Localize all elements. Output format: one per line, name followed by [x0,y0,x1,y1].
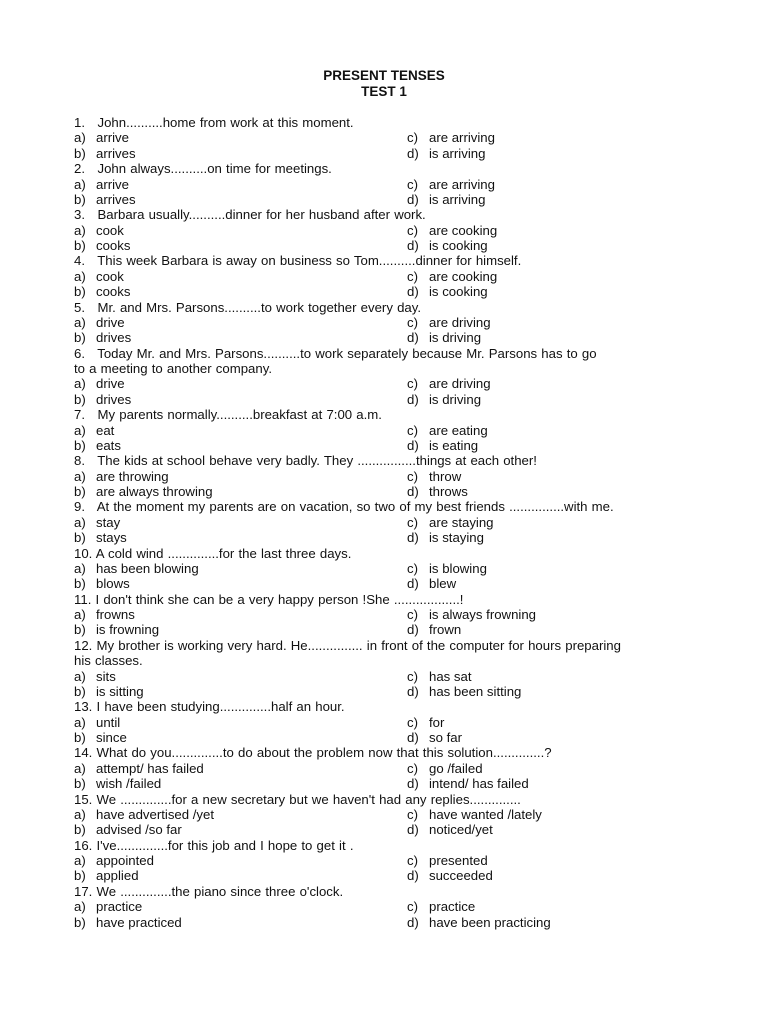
option-text: is always frowning [429,607,537,622]
option-row [74,776,694,791]
option-text: have been practicing [429,914,551,930]
option-letter: b) [74,145,86,161]
option-text: is arriving [429,145,486,161]
answer-option [407,223,497,238]
question-text: 9. At the moment my parents are on vacation, so two of my best friends ...............with me. [74,499,614,515]
answer-option [74,238,130,253]
answer-option [407,530,484,545]
option-letter: b) [74,284,86,300]
question-item [74,161,694,207]
option-letter: a) [74,607,86,622]
option-letter: c) [407,668,418,684]
option-row [74,269,694,284]
answer-option [74,223,124,238]
answer-option [74,715,120,730]
option-letter: c) [407,760,418,776]
option-letter: d) [407,330,419,346]
option-letter: a) [74,560,86,576]
answer-option [74,530,127,545]
option-text: are driving [429,376,491,392]
answer-option [74,622,159,637]
option-letter: b) [74,868,86,884]
option-text: appointed [96,853,154,868]
option-letter: d) [407,730,419,745]
option-row [74,576,694,591]
option-text: cook [96,268,124,284]
question-text: 14. What do you..............to do about the problem now that this solution..............? [74,745,552,761]
option-letter: a) [74,714,86,730]
option-text: is sitting [96,683,144,699]
answer-option [74,330,131,345]
option-letter: d) [407,530,419,546]
option-letter: a) [74,376,86,392]
option-text: throw [429,468,462,484]
question-text: 3. Barbara usually..........dinner for her husband after work. [74,207,426,223]
answer-option [407,438,478,453]
answer-option [74,669,116,684]
answer-option [407,484,468,499]
option-letter: d) [407,868,419,884]
option-letter: b) [74,330,86,346]
question-text: 5. Mr. and Mrs. Parsons..........to work together every day. [74,299,422,315]
answer-option [74,576,130,591]
answer-option [74,868,139,883]
option-letter: c) [407,714,418,730]
question-text: 17. We ..............the piano since three o'clock. [74,883,344,899]
option-letter: a) [74,668,86,684]
option-text: has been sitting [429,683,522,699]
answer-option [407,853,488,868]
option-letter: c) [407,422,418,438]
answer-option [407,715,444,730]
option-text: arrive [96,176,129,192]
option-text: are eating [429,422,488,438]
option-letter: a) [74,760,86,776]
answer-option [74,315,125,330]
question-text: 16. I've..............for this job and I hope to get it . [74,837,354,853]
option-text: is frowning [96,622,160,638]
question-text: 8. The kids at school behave very badly. They ................things at each other! [74,453,537,469]
option-row [74,669,694,684]
option-row [74,438,694,453]
option-letter: a) [74,268,86,284]
option-row [74,238,694,253]
answer-option [74,269,124,284]
option-row [74,192,694,207]
answer-option [74,730,127,745]
answer-option [407,177,495,192]
option-row [74,223,694,238]
question-item [74,592,694,638]
option-letter: c) [407,806,418,822]
answer-option [407,238,488,253]
question-text: 10. A cold wind ..............for the last three days. [74,545,352,561]
option-text: practice [429,899,476,915]
answer-option [74,423,114,438]
option-text: blows [96,576,130,592]
option-text: stays [96,530,127,546]
option-text: have practiced [96,914,182,930]
answer-option [407,146,485,161]
option-text: arrive [96,130,129,146]
answer-option [74,915,182,930]
question-item [74,115,694,161]
option-letter: d) [407,822,419,838]
answer-option [74,130,129,145]
option-row [74,376,694,391]
option-row [74,177,694,192]
option-row [74,130,694,145]
answer-option [74,607,135,622]
option-text: blew [429,576,457,592]
option-letter: c) [407,607,418,622]
question-text: 12. My brother is working very hard. He............... in front of the computer for hours preparing his classes. [74,637,621,669]
option-text: frown [429,622,462,638]
option-letter: b) [74,484,86,499]
option-text: presented [429,853,488,868]
question-text: 1. John..........home from work at this moment. [74,115,354,130]
answer-option [407,130,495,145]
answer-option [74,899,142,914]
answer-option [74,822,182,837]
option-letter: c) [407,176,418,192]
option-letter: a) [74,176,86,192]
option-letter: b) [74,622,86,638]
question-text: 11. I don't think she can be a very happy person !She ..................! [74,591,464,607]
answer-option [74,469,169,484]
option-row [74,853,694,868]
question-text: 4. This week Barbara is away on business so Tom..........dinner for himself. [74,253,522,269]
option-letter: c) [407,222,418,238]
answer-option [74,392,131,407]
option-row [74,807,694,822]
option-letter: d) [407,776,419,792]
answer-option [407,284,488,299]
option-letter: b) [74,238,86,253]
option-text: are staying [429,514,494,530]
option-row [74,622,694,637]
option-text: practice [96,899,143,915]
question-text: 2. John always..........on time for meetings. [74,161,332,177]
option-text: is arriving [429,191,486,207]
option-text: since [96,730,127,745]
question-item [74,207,694,253]
answer-option [74,684,144,699]
option-letter: c) [407,376,418,392]
option-row [74,822,694,837]
question-item [74,884,694,930]
answer-option [407,269,497,284]
option-letter: d) [407,145,419,161]
option-letter: a) [74,514,86,530]
option-row [74,392,694,407]
answer-option [407,607,536,622]
question-list [74,115,694,930]
option-text: eats [96,437,121,453]
option-text: are driving [429,314,491,330]
answer-option [74,284,130,299]
option-letter: c) [407,314,418,330]
option-text: so far [429,730,462,745]
question-item [74,253,694,299]
option-letter: c) [407,853,418,868]
answer-option [407,761,483,776]
question-item [74,300,694,346]
option-letter: d) [407,191,419,207]
option-text: is cooking [429,284,488,300]
option-letter: c) [407,468,418,484]
answer-option [407,899,475,914]
option-text: is eating [429,437,479,453]
option-text: has been blowing [96,560,199,576]
option-row [74,899,694,914]
answer-option [407,376,491,391]
option-text: is cooking [429,238,488,253]
option-text: drives [96,330,132,346]
option-text: drive [96,314,125,330]
answer-option [74,561,199,576]
answer-option [407,576,456,591]
option-row [74,530,694,545]
option-row [74,715,694,730]
option-letter: a) [74,468,86,484]
answer-option [74,761,204,776]
option-row [74,684,694,699]
answer-option [74,192,136,207]
option-row [74,423,694,438]
option-letter: d) [407,622,419,638]
page-subtitle: TEST 1 [361,84,407,99]
option-letter: a) [74,222,86,238]
question-item [74,638,694,700]
option-row [74,915,694,930]
option-text: cooks [96,238,131,253]
option-letter: b) [74,530,86,546]
answer-option [407,192,485,207]
option-text: applied [96,868,139,884]
option-text: until [96,714,121,730]
option-text: frowns [96,607,135,622]
answer-option [407,515,494,530]
option-text: is blowing [429,560,487,576]
question-item [74,699,694,745]
option-text: has sat [429,668,472,684]
question-text: 7. My parents normally..........breakfast at 7:00 a.m. [74,407,382,423]
answer-option [74,776,161,791]
option-letter: d) [407,437,419,453]
option-text: eat [96,422,115,438]
option-letter: c) [407,130,418,146]
question-text: 15. We ..............for a new secretary but we haven't had any replies.............. [74,791,521,807]
question-text: 6. Today Mr. and Mrs. Parsons..........to work separately because Mr. Parsons has to go to a meeting to another company. [74,345,597,376]
answer-option [74,807,214,822]
option-text: have advertised /yet [96,806,215,822]
option-text: are always throwing [96,484,213,499]
option-text: cooks [96,284,131,300]
option-letter: d) [407,484,419,499]
option-letter: b) [74,776,86,792]
question-item [74,346,694,408]
answer-option [407,730,462,745]
option-row [74,607,694,622]
option-text: for [429,714,445,730]
page-title: PRESENT TENSES [323,68,445,83]
option-row [74,515,694,530]
option-text: are cooking [429,222,498,238]
option-text: sits [96,668,116,684]
answer-option [407,315,491,330]
option-letter: c) [407,899,418,915]
option-text: stay [96,514,121,530]
option-letter: a) [74,899,86,915]
option-text: drive [96,376,125,392]
option-text: intend/ has failed [429,776,529,792]
option-letter: a) [74,314,86,330]
option-row [74,315,694,330]
option-letter: b) [74,914,86,930]
option-letter: d) [407,238,419,253]
option-letter: b) [74,730,86,745]
option-text: throws [429,484,468,499]
option-row [74,284,694,299]
question-item [74,792,694,838]
option-text: have wanted /lately [429,806,542,822]
option-text: go /failed [429,760,483,776]
answer-option [74,177,129,192]
option-row [74,561,694,576]
answer-option [407,807,542,822]
option-text: noticed/yet [429,822,493,838]
title-block [0,68,768,100]
question-item [74,838,694,884]
option-letter: b) [74,822,86,838]
option-text: wish /failed [96,776,162,792]
option-text: arrives [96,191,136,207]
answer-option [407,684,521,699]
option-text: drives [96,391,132,407]
answer-option [407,469,461,484]
option-letter: a) [74,130,86,146]
option-letter: b) [74,391,86,407]
option-row [74,330,694,345]
answer-option [407,776,529,791]
option-text: advised /so far [96,822,182,838]
answer-option [407,915,551,930]
answer-option [407,669,472,684]
option-text: is staying [429,530,484,546]
option-text: are cooking [429,268,498,284]
option-row [74,484,694,499]
answer-option [74,853,154,868]
answer-option [74,515,120,530]
option-letter: d) [407,284,419,300]
option-row [74,761,694,776]
option-letter: b) [74,437,86,453]
option-letter: b) [74,683,86,699]
option-text: is driving [429,330,482,346]
option-row [74,146,694,161]
answer-option [74,376,125,391]
option-letter: a) [74,422,86,438]
option-letter: a) [74,806,86,822]
option-text: is driving [429,391,482,407]
question-item [74,745,694,791]
question-text: 13. I have been studying..............half an hour. [74,699,345,715]
option-letter: d) [407,391,419,407]
option-text: are throwing [96,468,169,484]
option-letter: c) [407,560,418,576]
option-letter: d) [407,683,419,699]
answer-option [407,392,481,407]
option-letter: c) [407,268,418,284]
answer-option [407,622,461,637]
answer-option [74,484,213,499]
option-text: are arriving [429,130,495,146]
answer-option [74,438,121,453]
option-text: succeeded [429,868,493,884]
answer-option [407,561,487,576]
question-item [74,546,694,592]
option-row [74,469,694,484]
answer-option [407,868,493,883]
question-item [74,453,694,499]
option-letter: d) [407,576,419,592]
option-row [74,868,694,883]
option-text: cook [96,222,124,238]
option-letter: b) [74,576,86,592]
answer-option [74,146,136,161]
question-item [74,499,694,545]
option-text: attempt/ has failed [96,760,204,776]
question-item [74,407,694,453]
answer-option [407,822,493,837]
option-letter: d) [407,914,419,930]
option-row [74,730,694,745]
option-text: arrives [96,145,136,161]
option-letter: c) [407,514,418,530]
answer-option [407,423,488,438]
answer-option [407,330,481,345]
option-letter: b) [74,191,86,207]
option-text: are arriving [429,176,495,192]
option-letter: a) [74,853,86,868]
